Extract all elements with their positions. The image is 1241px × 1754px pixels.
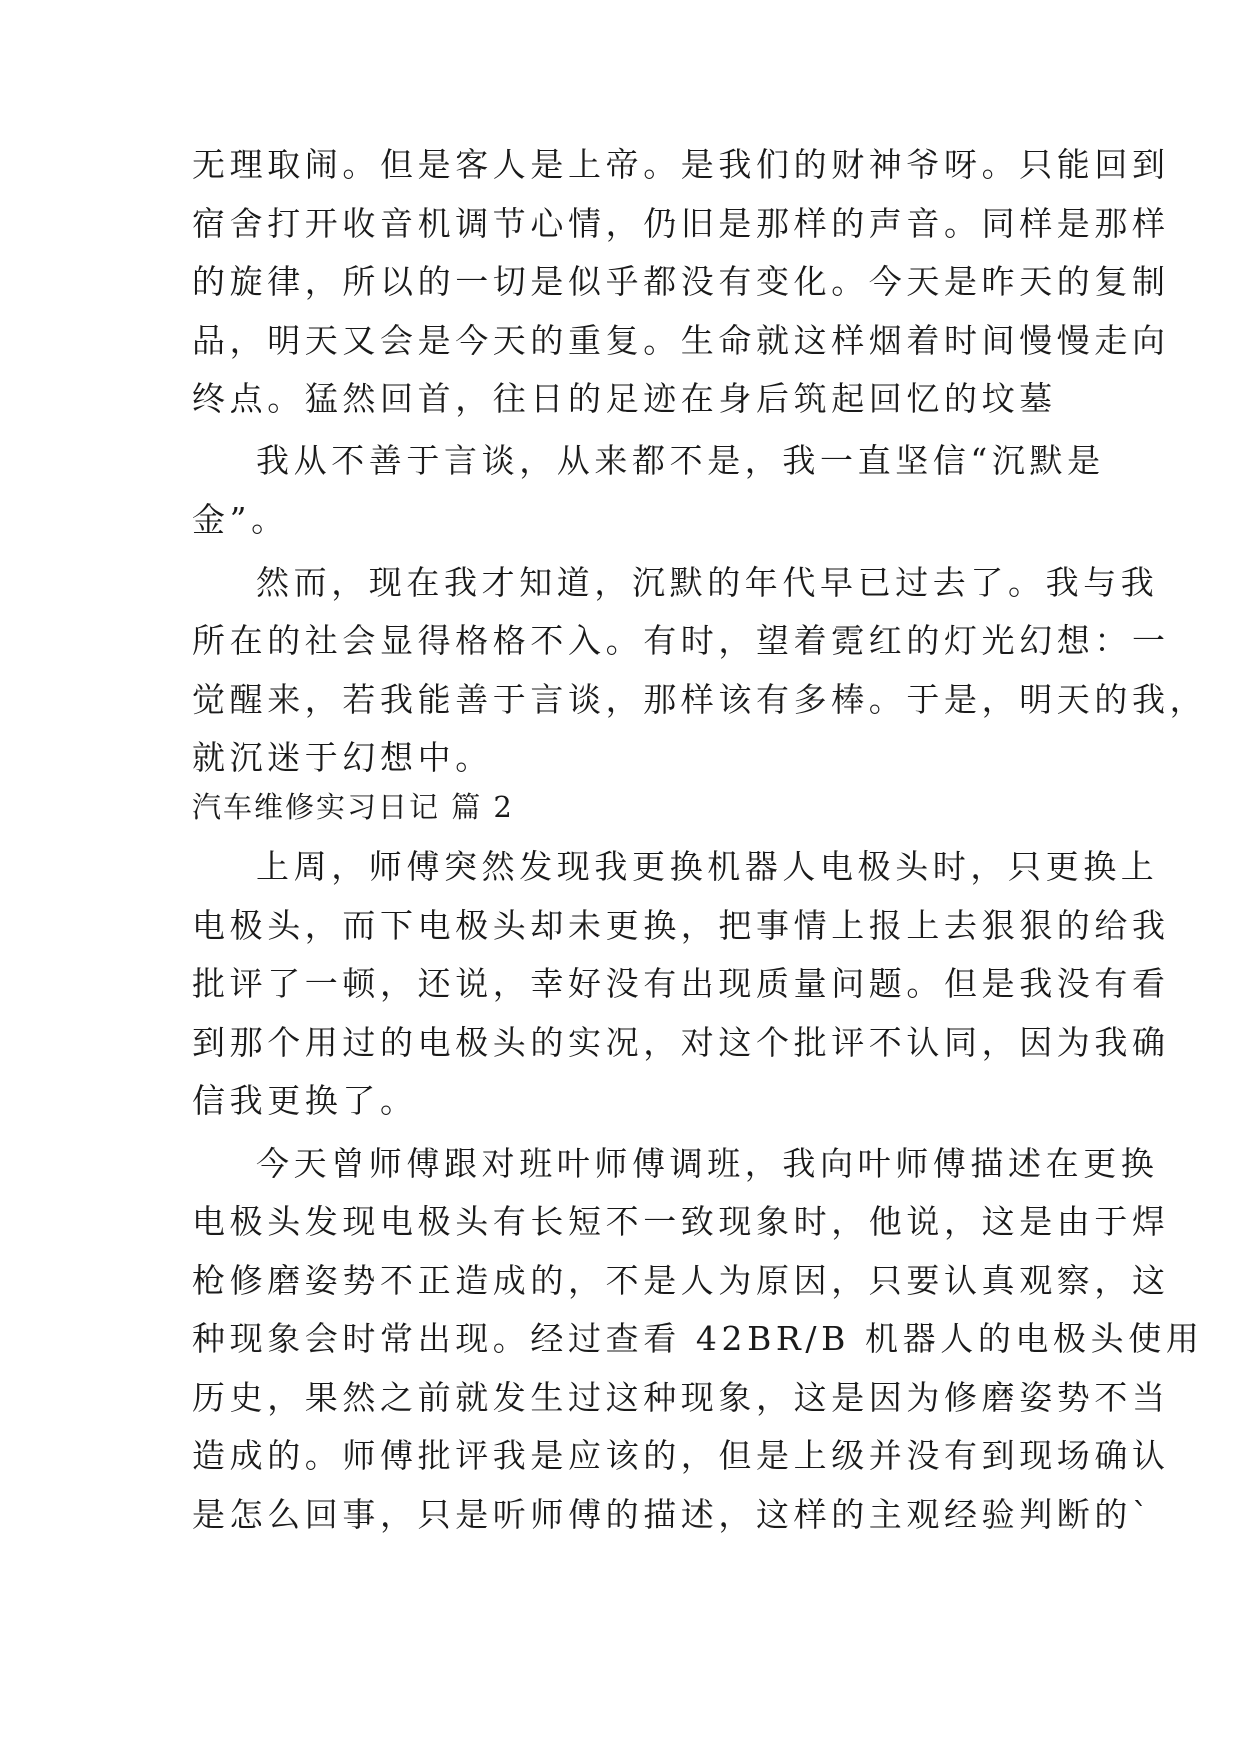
text-line: 信我更换了。 (192, 1081, 418, 1120)
text-line: 历史，果然之前就发生过这种现象，这是因为修磨姿势不当 (192, 1378, 1170, 1417)
text-line: 就沉迷于幻想中。 (192, 738, 493, 777)
text-line: 觉醒来，若我能善于言谈，那样该有多棒。于是，明天的我， (192, 680, 1208, 719)
paragraph-first-line: 上周，师傅突然发现我更换机器人电极头时，只更换上 (256, 847, 1159, 886)
text-line: 终点。猛然回首，往日的足迹在身后筑起回忆的坟墓 (192, 379, 1057, 418)
text-line: 无理取闹。但是客人是上帝。是我们的财神爷呀。只能回到 (192, 145, 1170, 184)
text-line: 的旋律，所以的一切是似乎都没有变化。今天是昨天的复制 (192, 262, 1170, 301)
text-line: 所在的社会显得格格不入。有时，望着霓红的灯光幻想：一 (192, 621, 1170, 660)
text-line: 批评了一顿，还说，幸好没有出现质量问题。但是我没有看 (192, 964, 1170, 1003)
text-line: 电极头，而下电极头却未更换，把事情上报上去狠狠的给我 (192, 906, 1170, 945)
text-line: 宿舍打开收音机调节心情，仍旧是那样的声音。同样是那样 (192, 204, 1170, 243)
paragraph-first-line: 今天曾师傅跟对班叶师傅调班，我向叶师傅描述在更换 (256, 1144, 1159, 1183)
text-line: 金”。 (192, 500, 289, 539)
text-line: 电极头发现电极头有长短不一致现象时，他说，这是由于焊 (192, 1202, 1170, 1241)
section-heading: 汽车维修实习日记 篇 2 (192, 790, 514, 824)
text-line: 品，明天又会是今天的重复。生命就这样烟着时间慢慢走向 (192, 321, 1170, 360)
text-line: 到那个用过的电极头的实况，对这个批评不认同，因为我确 (192, 1023, 1170, 1062)
text-line: 是怎么回事，只是听师傅的描述，这样的主观经验判断的` (192, 1495, 1154, 1534)
text-line: 枪修磨姿势不正造成的，不是人为原因，只要认真观察，这 (192, 1261, 1170, 1300)
paragraph-first-line: 我从不善于言谈，从来都不是，我一直坚信“沉默是 (256, 441, 1105, 480)
paragraph-first-line: 然而，现在我才知道，沉默的年代早已过去了。我与我 (256, 563, 1159, 602)
text-line: 造成的。师傅批评我是应该的，但是上级并没有到现场确认 (192, 1436, 1170, 1475)
text-line: 种现象会时常出现。经过查看 42BR/B 机器人的电极头使用 (192, 1319, 1204, 1358)
